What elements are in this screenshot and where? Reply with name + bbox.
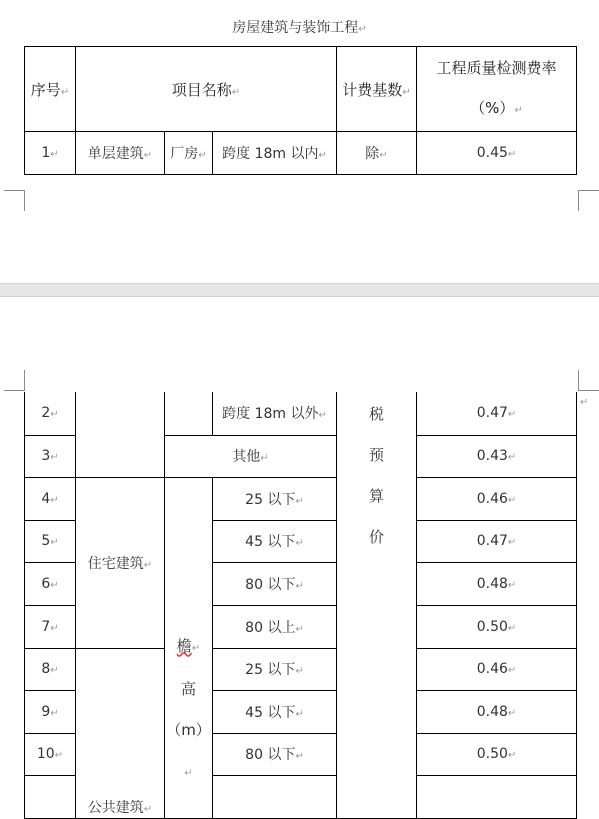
row-rate	[417, 775, 577, 818]
row-item: 80 以下↵	[213, 733, 337, 775]
single-storey-cont	[76, 392, 165, 477]
row-rate: 0.48↵	[417, 562, 577, 605]
row-no: 10↵	[25, 733, 76, 775]
row-item: 45 以下↵	[213, 690, 337, 733]
crop-mark	[578, 190, 599, 211]
row-rate: 0.47↵	[417, 520, 577, 562]
fee-table-part-1	[24, 46, 577, 175]
document-title: 房屋建筑与装饰工程↵	[232, 20, 367, 36]
fee-table-part-2	[24, 392, 577, 819]
factory-cont	[165, 392, 213, 435]
row-rate: 0.48↵	[417, 690, 577, 733]
table-row	[25, 477, 577, 520]
row-no	[25, 775, 76, 818]
row-category: 单层建筑↵	[76, 132, 165, 175]
row-no: 1↵	[25, 132, 76, 175]
header-base: 计费基数↵	[337, 47, 417, 132]
row-rate: 0.46↵	[417, 648, 577, 690]
residential-cell: 住宅建筑↵	[76, 477, 165, 648]
public-cell: 公共建筑↵	[76, 648, 165, 818]
row-rate: 0.43↵	[417, 435, 577, 477]
row-item: 跨度 18m 以内↵	[213, 132, 337, 175]
page-1	[0, 0, 599, 283]
header-rate: 工程质量检测费率 （%）↵	[417, 47, 577, 132]
row-rate: 0.46↵	[417, 477, 577, 520]
row-no: 4↵	[25, 477, 76, 520]
row-rate: 0.45↵	[417, 132, 577, 175]
table-row	[25, 392, 577, 435]
row-no: 2↵	[25, 392, 76, 435]
row-no: 8↵	[25, 648, 76, 690]
row-rate: 0.50↵	[417, 605, 577, 648]
base-cell: 税 预 算 价	[337, 392, 417, 818]
row-item: 80 以上↵	[213, 605, 337, 648]
table-header-row	[25, 47, 577, 132]
row-sub: 厂房↵	[165, 132, 213, 175]
row-no: 3↵	[25, 435, 76, 477]
row-base: 除↵	[337, 132, 417, 175]
row-item: 80 以下↵	[213, 562, 337, 605]
row-no: 7↵	[25, 605, 76, 648]
header-project-name: 项目名称↵	[76, 47, 337, 132]
row-no: 9↵	[25, 690, 76, 733]
row-rate: 0.47↵	[417, 392, 577, 435]
crop-mark	[578, 370, 599, 391]
crop-mark	[4, 190, 25, 211]
row-item: 45 以下↵	[213, 520, 337, 562]
paragraph-mark: ↵	[580, 397, 589, 408]
row-item: 25 以下↵	[213, 648, 337, 690]
row-item	[213, 775, 337, 818]
eave-height-cell: 檐↵ 高 （m）↵	[165, 477, 213, 818]
row-no: 5↵	[25, 520, 76, 562]
row-item: 25 以下↵	[213, 477, 337, 520]
row-rate: 0.50↵	[417, 733, 577, 775]
header-no: 序号↵	[25, 47, 76, 132]
row-item: 其他↵	[165, 435, 337, 477]
row-item: 跨度 18m 以外↵	[213, 392, 337, 435]
table-row	[25, 132, 577, 175]
table-row	[25, 648, 577, 690]
crop-mark	[4, 370, 25, 391]
row-no: 6↵	[25, 562, 76, 605]
page-separator	[0, 283, 599, 297]
